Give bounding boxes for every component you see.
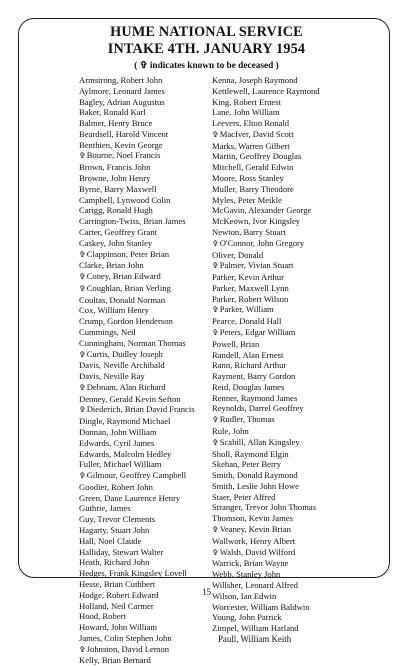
person-name: Kenna, Joseph Raymond (212, 75, 298, 85)
person-name: Crump, Gordon Henderson (79, 316, 173, 327)
names-column-left (79, 75, 195, 666)
name-entry (79, 382, 195, 394)
person-name: Denney, Gerald Kevin Sefton (79, 393, 181, 404)
person-name: Renner, Raymond James (212, 392, 298, 403)
name-entry (212, 371, 320, 382)
deceased-cross-icon: ✞ (79, 471, 86, 481)
name-entry (79, 547, 195, 558)
deceased-cross-icon: ✞ (212, 525, 219, 535)
person-name: Newton, Barry Stuart (212, 226, 286, 237)
person-name: Kettlewell, Laurence Raymond (212, 85, 320, 96)
name-entry (212, 339, 320, 350)
person-name: Reynolds, Darrel Geoffrey (212, 403, 304, 414)
name-entry (212, 403, 320, 414)
deceased-cross-icon: ✞ (79, 405, 86, 415)
name-entry (212, 414, 320, 426)
person-name: Cummings, Neil (79, 326, 136, 337)
person-name: Browne, John Henry (79, 173, 151, 184)
person-name: Caskey, John Stanley (79, 237, 153, 248)
person-name: Bourne, Noel Francis (86, 150, 161, 161)
name-entry (79, 118, 195, 129)
name-entry (79, 655, 195, 666)
person-name: Goodier, Robert John (79, 481, 153, 492)
person-name: Cox, William Henry (79, 305, 149, 316)
person-name: Webb, Stanley John (212, 569, 281, 580)
person-name: Coney, Brian Edward (86, 271, 161, 282)
name-entry (212, 75, 320, 86)
person-name: Campbell, Lynwood Colin (79, 194, 171, 205)
name-entry (79, 195, 195, 206)
person-name: Leevers, Elton Ronald (212, 118, 290, 129)
person-name: Edwards, Cyril James (79, 437, 155, 448)
person-name: Beardsell, Harold Vincent (79, 128, 169, 139)
name-entry (212, 173, 320, 184)
person-name: Zimpel, William Harland (212, 623, 299, 634)
person-name: Walsh, David Wilford (219, 546, 296, 557)
name-entry (212, 216, 320, 227)
person-name: Clappinson, Peter Brian (86, 248, 170, 259)
name-entry (79, 327, 195, 338)
person-name: Worcester, William Baldwin (212, 601, 310, 612)
name-entry (79, 283, 195, 295)
name-entry (212, 107, 320, 118)
name-entry (212, 481, 320, 492)
person-name: Clarke, Brian John (79, 260, 144, 271)
name-entry (212, 602, 320, 613)
person-name: Byrne, Barry Maxwell (79, 183, 157, 194)
person-name: Hedges, Frank Kingsley Lovell (79, 568, 187, 579)
person-name: Randell, Alan Ernest (212, 349, 284, 360)
name-entry (212, 536, 320, 547)
name-entry (79, 249, 195, 261)
deceased-cross-icon: ✞ (79, 272, 86, 282)
name-entry (212, 459, 320, 470)
name-entry (79, 371, 195, 382)
name-entry (79, 470, 195, 482)
person-name: MacIver, David Scott (219, 128, 294, 139)
deceased-cross-icon: ✞ (79, 151, 86, 161)
deceased-cross-icon: ✞ (79, 349, 86, 359)
person-name: Carter, Geoffrey Grant (79, 226, 157, 237)
person-name: Rayment, Barry Gordon (212, 371, 296, 382)
person-name: Martin, Geoffrey Douglas (212, 151, 302, 162)
person-name: McKeown, Ivor Kingsley (212, 216, 301, 227)
person-name: Carigg, Ronald Hugh (79, 205, 153, 216)
name-entry (212, 97, 320, 108)
name-entry (212, 437, 320, 449)
name-entry (79, 449, 195, 460)
name-entry (212, 382, 320, 393)
person-name: Guy, Trevor Clements (79, 514, 156, 525)
name-entry (79, 622, 195, 633)
deceased-cross-icon: ✞ (212, 129, 219, 139)
person-name: Mitchell, Gerald Edwin (212, 162, 294, 173)
person-name: Coultas, Donald Norman (79, 294, 166, 305)
name-entry (212, 492, 320, 503)
name-entry (79, 173, 195, 184)
name-entry (212, 547, 320, 559)
deceased-cross-icon: ✞ (212, 415, 219, 425)
person-name: Davis, Neville Ray (79, 371, 145, 382)
person-name: Benthien, Kevin George (79, 139, 163, 150)
person-name: Guthrie, James (79, 503, 131, 514)
person-name: Howard, John William (79, 622, 158, 633)
person-name: Edwards, Malcolm Hedley (79, 448, 172, 459)
name-entry (212, 524, 320, 536)
name-entry (79, 644, 195, 656)
person-name: Smith, Leslie John Howe (212, 480, 299, 491)
name-entry (212, 304, 320, 316)
name-entry (79, 360, 195, 371)
deceased-cross-icon: ✞ (212, 305, 219, 315)
deceased-cross-icon: ✞ (79, 283, 86, 293)
name-entry (212, 151, 320, 162)
names-column-right (212, 75, 320, 645)
name-entry (212, 612, 320, 623)
person-name: Wallwork, Henry Albert (212, 535, 296, 546)
person-name: Cunningham, Norman Thomas (79, 337, 186, 348)
name-entry (212, 283, 320, 294)
name-entry (79, 260, 195, 271)
person-name: King, Robert Ernest (212, 96, 281, 107)
person-name: O'Connor, John Gregory (219, 237, 305, 248)
name-entry (212, 205, 320, 216)
name-entry (212, 634, 320, 645)
name-entry (79, 557, 195, 568)
person-name: Coughlan, Brian Verling (86, 282, 171, 293)
name-entry (79, 404, 195, 416)
name-entry (212, 86, 320, 97)
name-entry (212, 502, 320, 513)
name-entry (79, 150, 195, 162)
person-name: Thomson, Kevin James (212, 513, 293, 524)
deceased-cross-icon: ✞ (212, 238, 219, 248)
person-name: Powell, Brian (212, 338, 260, 349)
person-name: Hodge, Robert Edward (79, 589, 159, 600)
person-name: Johnston, David Lemon (86, 643, 170, 654)
name-entry (212, 118, 320, 129)
person-name: Aylmore, Leonard James (79, 85, 165, 96)
name-entry (212, 569, 320, 580)
name-entry (212, 449, 320, 460)
person-name: Halliday, Stewart Walter (79, 546, 164, 557)
name-entry (79, 503, 195, 514)
name-entry (79, 349, 195, 361)
person-name: Donnan, John William (79, 427, 157, 437)
person-name: Gilmour, Geoffrey Campbell (86, 470, 187, 481)
person-name: Pearce, Donald Hall (212, 316, 282, 327)
name-entry (79, 86, 195, 97)
name-entry (212, 294, 320, 305)
name-entry (212, 272, 320, 283)
name-entry (79, 438, 195, 449)
person-name: Carrington-Twiss, Brian James (79, 216, 186, 227)
person-name: Parker, Robert Wilson (212, 293, 289, 304)
person-name: Palmer, Vivian Stuart (219, 260, 294, 271)
person-name: McGavin, Alexander George (212, 205, 312, 216)
person-name: Young, John Patrick (212, 612, 282, 623)
name-entry (79, 601, 195, 612)
name-entry (212, 162, 320, 173)
person-name: Hagarty, Stuart John (79, 525, 150, 536)
name-entry (212, 327, 320, 339)
deceased-cross-icon: ✞ (212, 261, 219, 271)
name-entry (79, 238, 195, 249)
name-entry (212, 238, 320, 250)
name-entry (79, 271, 195, 283)
name-entry (79, 107, 195, 118)
name-entry (79, 338, 195, 349)
person-name: Moore, Ross Stanley (212, 173, 284, 184)
person-name: Veaney, Kevin Brian (219, 524, 291, 535)
person-name: Muller, Barry Theodore (212, 183, 294, 194)
name-entry (79, 611, 195, 622)
person-name: Parker, William (219, 304, 274, 315)
name-entry (212, 141, 320, 152)
name-entry (212, 470, 320, 481)
name-entry (79, 633, 195, 644)
name-entry (212, 260, 320, 272)
name-entry (79, 493, 195, 504)
person-name: Lane, John William (212, 107, 280, 118)
name-entry (79, 459, 195, 470)
person-name: Hall, Noel Claude (79, 535, 142, 546)
person-name: Green, Dane Laurence Henry (79, 492, 181, 503)
person-name: Holland, Neil Carmer (79, 600, 154, 611)
person-name: Curtis, Dudley Joseph (86, 348, 163, 359)
person-name: Dingle, Raymond Michael (79, 416, 171, 427)
name-entry (79, 482, 195, 493)
person-name: Parker, Maxwell Lynn (212, 282, 289, 293)
person-name: Diederich, Brian David Francis (86, 404, 195, 415)
person-name: Rule, John (212, 426, 249, 436)
document-title-line-2: INTAKE 4TH. JANUARY 1954 (107, 41, 306, 57)
deceased-cross-icon: ✞ (79, 644, 86, 654)
person-name: Baker, Ronald Karl (79, 107, 146, 118)
person-name: Davis, Neville Archibald (79, 360, 165, 371)
person-name: Paull, William Keith (218, 633, 292, 644)
person-name: Smith, Donald Raymond (212, 470, 298, 481)
name-entry (212, 316, 320, 327)
person-name: Hood, Robert (79, 611, 126, 622)
name-entry (212, 426, 320, 437)
name-entry (212, 129, 320, 141)
person-name: Bagley, Adrian Augustus (79, 96, 165, 107)
name-entry (212, 360, 320, 371)
person-name: Stranger, Trevor John Thomas (212, 502, 317, 513)
name-entry (212, 558, 320, 569)
deceased-cross-icon: ✞ (212, 437, 219, 447)
person-name: Heath, Richard John (79, 557, 150, 568)
person-name: Rann, Richard Arthur (212, 360, 287, 371)
name-entry (79, 514, 195, 525)
name-entry (79, 205, 195, 216)
person-name: Scahill, Allan Kingsley (219, 436, 300, 447)
person-name: Kelly, Brian Bernard (79, 655, 151, 666)
person-name: Sholl, Raymond Elgin (212, 448, 289, 459)
name-entry (212, 393, 320, 404)
name-entry (212, 623, 320, 634)
deceased-cross-icon: ✞ (212, 327, 219, 337)
name-entry (212, 250, 320, 261)
document-title-line-1: HUME NATIONAL SERVICE (110, 24, 303, 40)
person-name: Willsher, Leonard Alfred (212, 579, 298, 590)
person-name: Reid, Douglas James (212, 381, 285, 392)
deceased-cross-icon: ✞ (212, 547, 219, 557)
name-entry (79, 97, 195, 108)
person-name: Warrick, Brian Wayne (212, 558, 289, 569)
name-entry (79, 295, 195, 306)
person-name: Parker, Kevin Arthur (212, 272, 284, 283)
name-entry (79, 184, 195, 195)
name-entry (79, 216, 195, 227)
person-name: Brown, Francis John (79, 162, 151, 173)
name-entry (79, 129, 195, 140)
person-name: Armstrong, Robert John (79, 75, 163, 85)
person-name: Peters, Edgar William (219, 326, 296, 337)
name-entry (212, 195, 320, 206)
deceased-cross-icon: ✞ (79, 249, 86, 259)
name-entry (79, 162, 195, 173)
name-entry (79, 427, 195, 438)
name-entry (79, 394, 195, 405)
person-name: Wilson, Ian Edwin (212, 590, 277, 601)
deceased-legend: ( ✞ indicates known to be deceased ) (134, 61, 279, 71)
name-entry (79, 316, 195, 327)
name-entry (79, 75, 195, 86)
name-entry (79, 140, 195, 151)
person-name: James, Colin Stephen John (79, 632, 172, 643)
name-entry (79, 568, 195, 579)
name-entry (212, 350, 320, 361)
name-entry (212, 184, 320, 195)
name-entry (79, 227, 195, 238)
name-entry (79, 416, 195, 427)
person-name: Myles, Peter Meikle (212, 194, 282, 205)
deceased-cross-icon: ✞ (79, 382, 86, 392)
person-name: Skehan, Peter Berry (212, 459, 281, 470)
person-name: Oliver, Donald (212, 249, 264, 260)
person-name: Debnam, Alan Richard (86, 381, 166, 392)
name-entry (79, 525, 195, 536)
person-name: Hesse, Brian Cuthbert (79, 578, 156, 589)
name-entry (79, 305, 195, 316)
person-name: Staer, Peter Alfred (212, 491, 276, 502)
person-name: Balmer, Henry Bruce (79, 118, 153, 129)
person-name: Marks, Warren Gilbert (212, 140, 290, 151)
name-entry (79, 536, 195, 547)
person-name: Fuller, Michael William (79, 459, 162, 470)
name-entry (212, 513, 320, 524)
page-border (18, 18, 390, 578)
name-entry (212, 227, 320, 238)
page-number: 15 (202, 587, 211, 597)
person-name: Rudler, Thomas (219, 414, 275, 425)
